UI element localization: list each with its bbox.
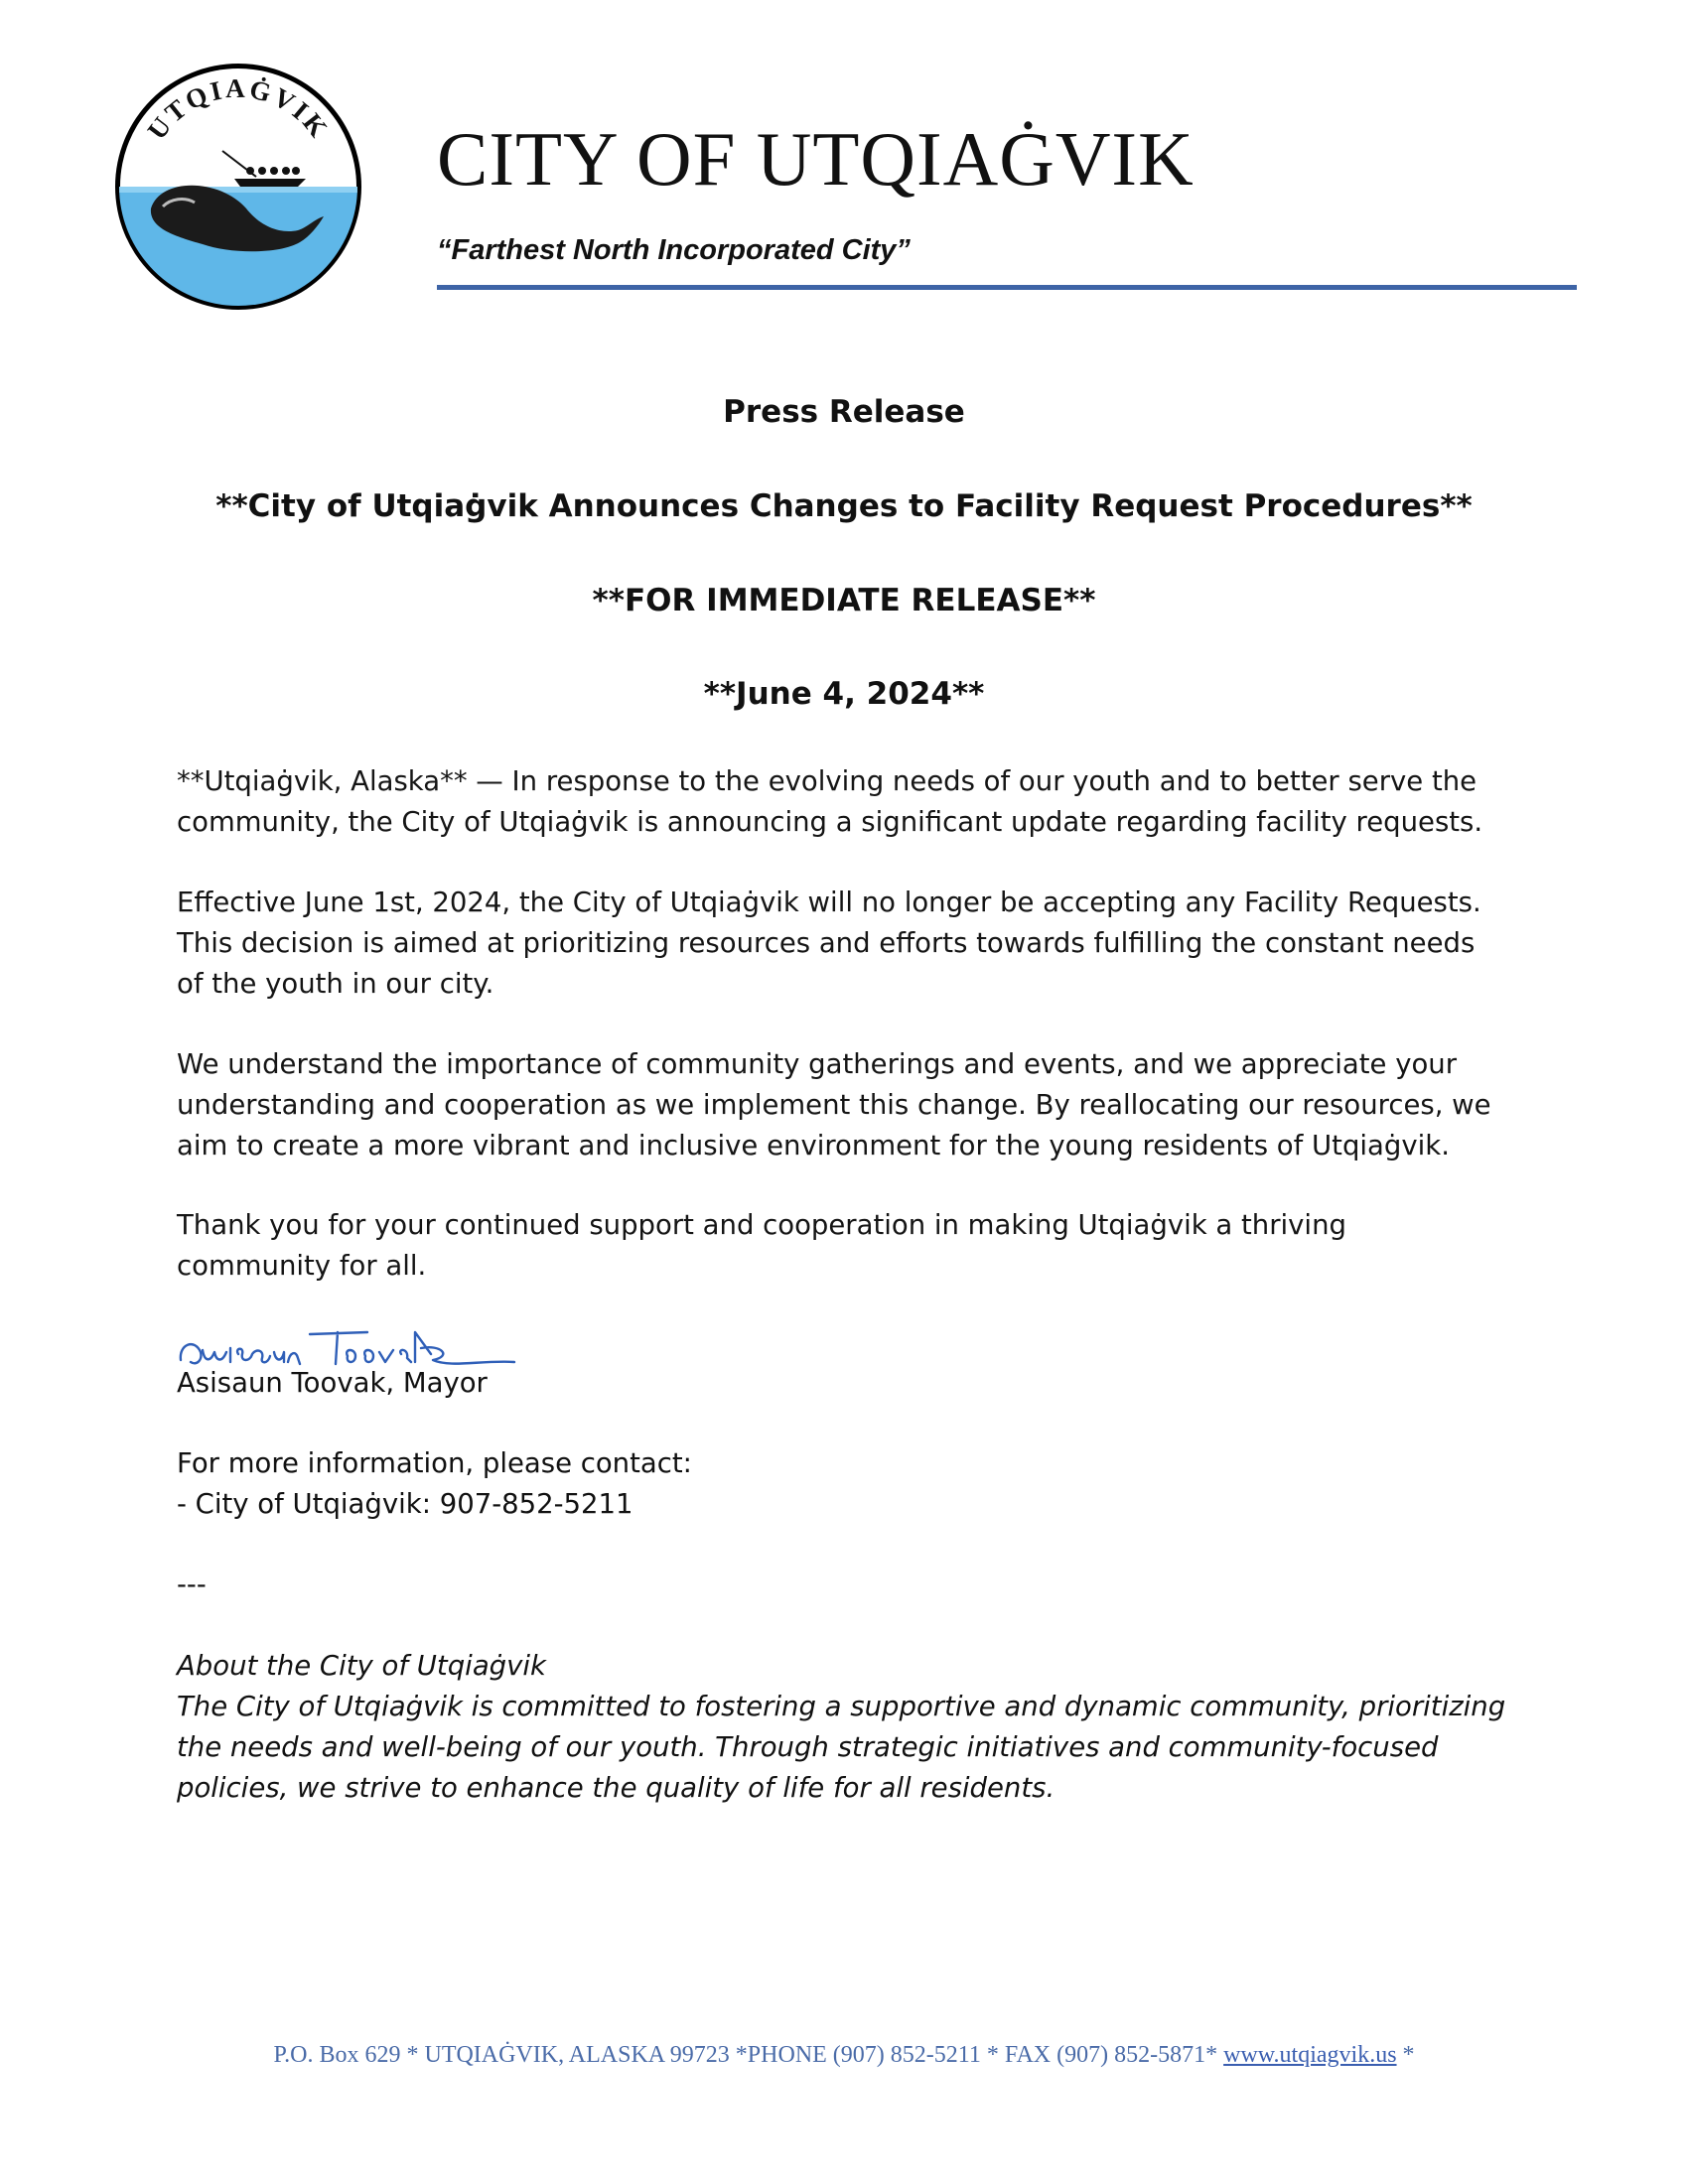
about-body: The City of Utqiaġvik is committed to fostering a supportive and dynamic community, prioritizing the needs and well-being of our youth. Through strategic initiatives and community-focused policies, we strive to enhance the quality of life for all residents. <box>177 1691 1506 1804</box>
footer-address <box>0 2042 1688 2069</box>
release-headline: **City of Utqiaġvik Announces Changes to Facility Request Procedures** <box>215 488 1473 524</box>
city-seal-logo <box>111 60 365 314</box>
body-paragraph <box>177 883 1507 1005</box>
body-paragraph <box>177 761 1507 843</box>
contact-phone: - City of Utqiaġvik: 907-852-5211 <box>177 1488 633 1520</box>
footer-trail: * <box>1396 2042 1415 2068</box>
contact-heading: For more information, please contact: <box>177 1447 692 1479</box>
svg-text:UTQIAĠVIK: UTQIAĠVIK <box>141 72 336 145</box>
paragraph-text: We understand the importance of community gatherings and events, and we appreciate your understanding and cooperation as we implement this change. By reallocating our resources, we aim to create a more vibrant and inclusive environment for the young residents of Utqiaġvik. <box>177 1048 1491 1161</box>
paragraph-text: **Utqiaġvik, Alaska** — In response to the evolving needs of our youth and to better serve the community, the City of Utqiaġvik is announcing a significant update regarding facility requests. <box>177 765 1483 838</box>
body-paragraph <box>177 1205 1507 1287</box>
signer-name: Asisaun Toovak, Mayor <box>177 1367 488 1399</box>
body-paragraph <box>177 1044 1507 1166</box>
release-notice: **FOR IMMEDIATE RELEASE** <box>592 583 1096 618</box>
about-heading: About the City of Utqiaġvik <box>177 1650 546 1682</box>
city-motto: “Farthest North Incorporated City” <box>437 234 911 266</box>
document-label: Press Release <box>723 394 965 430</box>
section-separator: --- <box>177 1569 207 1600</box>
header-divider <box>437 285 1577 290</box>
website-link[interactable]: www.utqiagvik.us <box>1223 2042 1397 2068</box>
city-title: CITY OF UTQIAĠVIK <box>437 116 1195 202</box>
release-date: **June 4, 2024** <box>703 676 985 712</box>
paragraph-text: Thank you for your continued support and cooperation in making Utqiaġvik a thriving community for all. <box>177 1209 1346 1282</box>
paragraph-text: Effective June 1st, 2024, the City of Utqiaġvik will no longer be accepting any Facility Requests. This decision is aimed at prioritizing resources and efforts towards fulfilling the constant needs of the youth in our city. <box>177 887 1481 1000</box>
footer-address-text: P.O. Box 629 * UTQIAĠVIK, ALASKA 99723 *PHONE (907) 852-5211 * FAX (907) 852-5871* <box>273 2042 1224 2068</box>
